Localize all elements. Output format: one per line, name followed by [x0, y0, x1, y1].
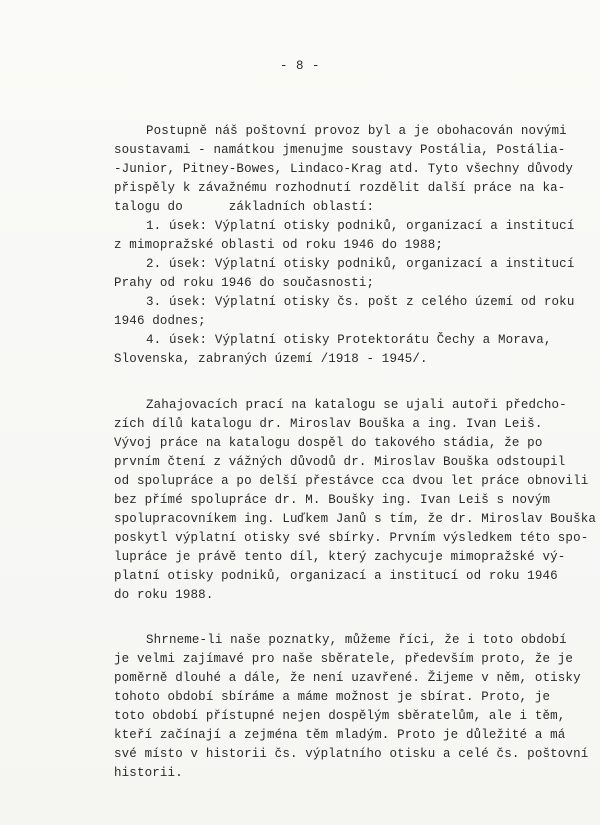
paragraph-2-line-6: bez přímé spolupráce dr. M. Boušky ing. Ivan Leiš s novým [114, 493, 551, 507]
paragraph-2-line-11: do roku 1988. [114, 588, 214, 602]
paragraph-1-line-1: Postupně náš poštovní provoz byl a je obohacován novými [146, 124, 567, 138]
paragraph-1-line-10: 3. úsek: Výplatní otisky čs. pošt z celého území od roku [146, 295, 575, 309]
paragraph-3-line-2: je velmi zajímavé pro naše sběratele, především proto, že je [114, 652, 574, 666]
paragraph-2-line-3: Vývoj práce na katalogu dospěl do takového stádia, že po [114, 436, 543, 450]
paragraph-1-line-3: -Junior, Pitney-Bowes, Lindaco-Krag atd. Tyto všechny důvody [114, 162, 574, 176]
paragraph-2-line-2: zích dílů katalogu dr. Miroslav Bouška a ing. Ivan Leiš. [114, 417, 543, 431]
paragraph-2-line-9: lupráce je právě tento díl, který zachycuje mimopražské vý- [114, 550, 566, 564]
paragraph-2-line-5: od spolupráce a po delší přestávce cca dvou let práce obnovili [114, 474, 589, 488]
paragraph-1-line-6: 1. úsek: Výplatní otisky podniků, organizací a institucí [146, 219, 575, 233]
paragraph-3-line-4: tohoto období sbíráme a máme možnost je sbírat. Proto, je [114, 690, 551, 704]
paragraph-1-line-11: 1946 dodnes; [114, 314, 206, 328]
page-number: - 8 - [279, 59, 320, 73]
paragraph-1-line-5: talogu do základních oblastí: [114, 200, 375, 214]
paragraph-1-line-2: soustavami - namátkou jmenujme soustavy Postália, Postália- [114, 143, 566, 157]
paragraph-1-line-9: Prahy od roku 1946 do současnosti; [114, 276, 375, 290]
paragraph-1-line-8: 2. úsek: Výplatní otisky podniků, organizací a institucí [146, 257, 575, 271]
paragraph-1-line-12: 4. úsek: Výplatní otisky Protektorátu Čechy a Morava, [146, 333, 552, 347]
paragraph-2-line-8: poskytl výplatní otisky své sbírky. Prvním výsledkem této spo- [114, 531, 589, 545]
paragraph-3-line-6: kteří začínají a zejména těm mladým. Proto je důležité a má [114, 728, 566, 742]
paragraph-3-line-3: poměrně dlouhé a dále, že není uzavřené. Žijeme v něm, otisky [114, 671, 581, 685]
paragraph-3-line-8: historii. [114, 766, 183, 780]
paragraph-1-line-4: přispěly k závažnému rozhodnutí rozdělit další práce na ka- [114, 181, 566, 195]
paragraph-1-line-13: Slovenska, zabraných území /1918 - 1945/. [114, 352, 428, 366]
paragraph-2-line-1: Zahajovacích prací na katalogu se ujali autoři předcho- [146, 398, 567, 412]
paragraph-2-line-4: prvním čtení z vážných důvodů dr. Miroslav Bouška odstoupil [114, 455, 566, 469]
paragraph-3-line-1: Shrneme-li naše poznatky, můžeme říci, že i toto období [146, 633, 567, 647]
paragraph-3-line-5: toto období přístupné nejen dospělým sběratelům, ale i těm, [114, 709, 566, 723]
paragraph-1-line-7: z mimopražské oblasti od roku 1946 do 1988; [114, 238, 444, 252]
paragraph-2-line-10: platní otisky podniků, organizací a institucí od roku 1946 [114, 569, 558, 583]
paragraph-3-line-7: své místo v historii čs. výplatního otisku a celé čs. poštovní [114, 747, 589, 761]
paragraph-2-line-7: spolupracovníkem ing. Luďkem Janů s tím, že dr. Miroslav Bouška [114, 512, 597, 526]
